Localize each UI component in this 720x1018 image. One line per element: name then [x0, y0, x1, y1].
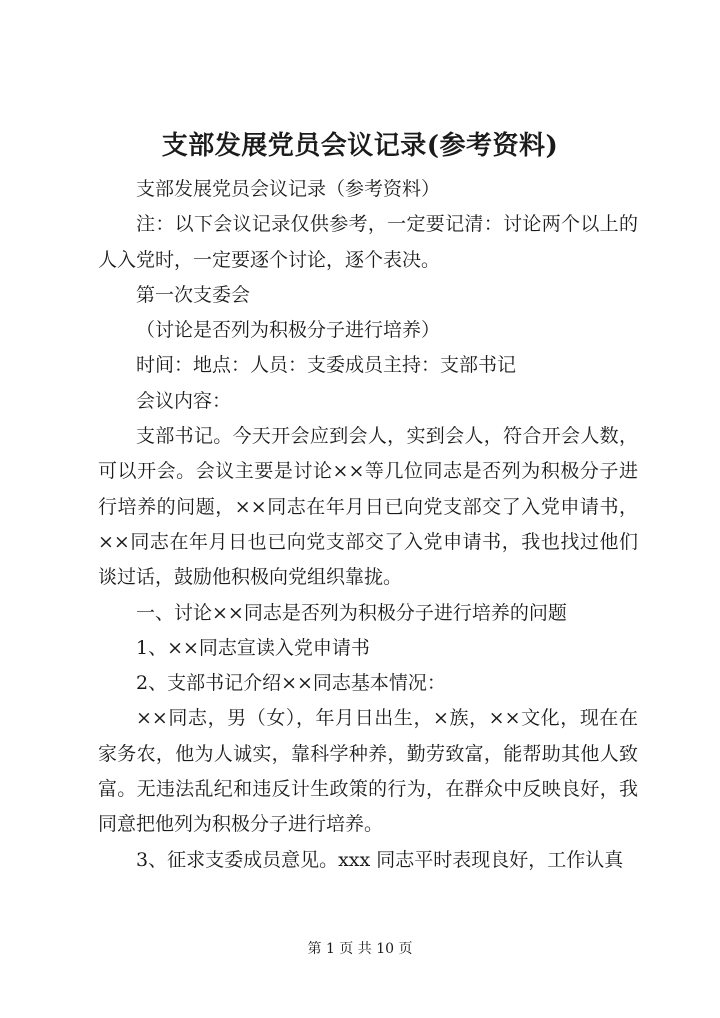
paragraph-item-1: 1、××同志宣读入党申请书: [136, 636, 370, 659]
paragraph-subtitle: 支部发展党员会议记录（参考资料）: [136, 178, 441, 200]
paragraph-meeting-purpose: （讨论是否列为积极分子进行培养）: [136, 319, 441, 342]
paragraph-candidate-info: ××同志，男（女），年月日出生，×族，××文化，现在在家务农，他为人诚实，靠科学种养，勤劳致富，能帮助其他人致富。无违法乱纪和违反计生政策的行为，在群众中反映良好，我同意把他列为积极分子进行培养。: [98, 707, 638, 836]
paragraph-item-3: 3、征求支委成员意见。xxx 同志平时表现良好，工作认真: [136, 848, 624, 871]
page-number-footer: 第 1 页 共 10 页: [307, 941, 413, 957]
paragraph-note: 注：以下会议记录仅供参考，一定要记清：讨论两个以上的人入党时，一定要逐个讨论，逐个表决。: [98, 213, 638, 271]
paragraph-content-heading: 会议内容：: [136, 389, 232, 412]
paragraph-meeting-info: 时间：地点：人员：支委成员主持：支部书记: [136, 354, 517, 377]
paragraph-first-meeting: 第一次支委会: [136, 283, 251, 306]
document-body: [98, 172, 638, 878]
paragraph-item-2: 2、支部书记介绍××同志基本情况：: [136, 672, 446, 695]
document-title: 支部发展党员会议记录(参考资料): [161, 131, 559, 161]
paragraph-section-one: 一、讨论××同志是否列为积极分子进行培养的问题: [136, 601, 567, 624]
paragraph-secretary-opening: 支部书记。今天开会应到会人，实到会人，符合开会人数，可以开会。会议主要是讨论××等几位同志是否列为积极分子进行培养的问题，××同志在年月日已向党支部交了入党申请书，××同志在年月日也已向党支部交了入党申请书，我也找过他们谈过话，鼓励他积极向党组织靠拢。: [98, 425, 638, 589]
